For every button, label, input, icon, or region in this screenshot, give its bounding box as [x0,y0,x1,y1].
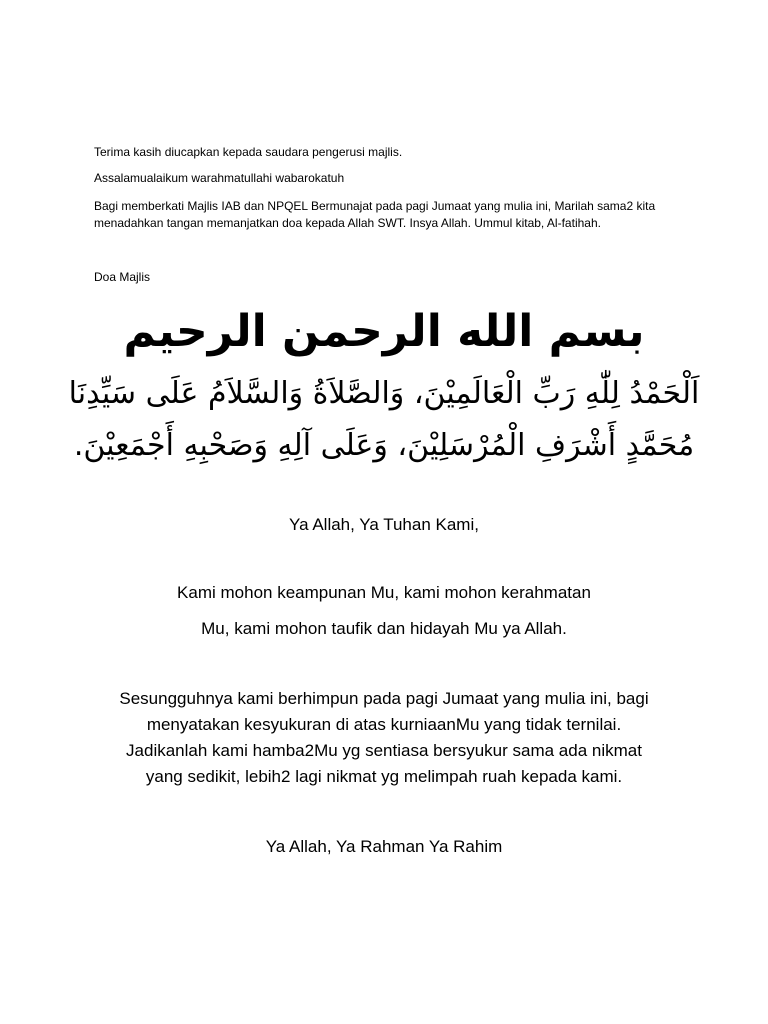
salam-text: Assalamualaikum warahmatullahi wabarokatuh [94,171,345,185]
gratitude-paragraph [0,686,768,790]
arabic-opening-line-2: مُحَمَّدٍ أَشْرَفِ الْمُرْسَلِيْنَ، وَعَلَى آلِهِ وَصَحْبِهِ أَجْمَعِيْنَ. [73,428,695,463]
prayer-line-1: Kami mohon keampunan Mu, kami mohon kerahmatan [177,583,591,602]
prayer-line-2: Mu, kami mohon taufik dan hidayah Mu ya Allah. [201,619,567,638]
gratitude-line: Jadikanlah kami hamba2Mu yg sentiasa bersyukur sama ada nikmat [126,741,642,760]
greeting-text: Terima kasih diucapkan kepada saudara pengerusi majlis. [94,145,403,159]
gratitude-line: menyatakan kesyukuran di atas kurniaanMu yang tidak ternilai. [146,715,622,734]
basmala-calligraphy: بسم الله الرحمن الرحيم [123,306,645,357]
gratitude-line: yang sedikit, lebih2 lagi nikmat yg melimpah ruah kepada kami. [145,767,623,786]
invocation-ya-allah: Ya Allah, Ya Tuhan Kami, [289,515,479,534]
doa-label: Doa Majlis [94,270,151,284]
gratitude-line: Sesungguhnya kami berhimpun pada pagi Jumaat yang mulia ini, bagi [119,689,649,708]
arabic-opening-line-1: اَلْحَمْدُ لِلّٰهِ رَبِّ الْعَالَمِيْنَ، وَالصَّلاَةُ وَالسَّلاَمُ عَلَى سَيِّدِنَا [68,376,700,411]
intro-paragraph: Bagi memberkati Majlis IAB dan NPQEL Bermunajat pada pagi Jumaat yang mulia ini, Marilah sama2 kita menadahkan tangan memanjatkan doa kepada Allah SWT. Insya Allah. Ummul kitab, Al-fatihah. [94,199,656,230]
invocation-ya-rahman: Ya Allah, Ya Rahman Ya Rahim [265,837,503,856]
